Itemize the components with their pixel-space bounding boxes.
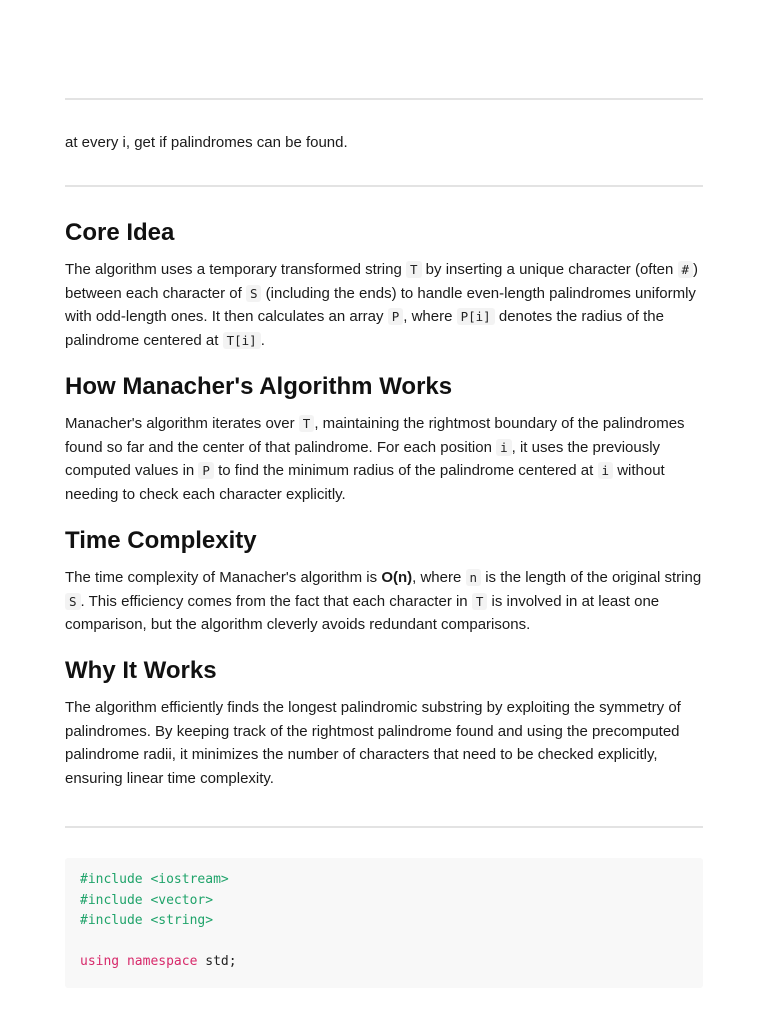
inline-code: P: [198, 462, 214, 479]
text: , where: [412, 569, 466, 586]
inline-code: n: [466, 569, 482, 586]
inline-code: P[i]: [457, 308, 495, 325]
inline-code: P: [388, 308, 404, 325]
section-why-it-works: [65, 656, 703, 790]
text: is involved in at least one comparison, but the algorithm cleverly avoids redundant comparisons.: [65, 592, 660, 633]
text: by inserting a unique character (often: [421, 261, 678, 278]
bold-text: O(n): [381, 569, 413, 586]
inline-code: T: [299, 415, 315, 432]
code-keyword: namespace: [126, 954, 198, 969]
inline-code: T[i]: [223, 332, 261, 349]
code-block[interactable]: [65, 858, 703, 988]
code-preprocessor: #include: [80, 892, 143, 908]
text: denotes the radius of the palindrome centered at: [65, 308, 664, 349]
section-how-it-works: [65, 372, 703, 506]
code-header: <vector>: [150, 892, 214, 908]
text: to find the minimum radius of the palindrome centered at: [213, 462, 598, 479]
code-preprocessor: #include: [80, 872, 143, 887]
divider-top: [65, 98, 703, 100]
text: , it uses the previously computed values in: [65, 438, 661, 479]
section-time-complexity: [65, 526, 703, 637]
inline-code: T: [472, 593, 488, 610]
text: .: [260, 331, 265, 349]
code-keyword: using: [80, 954, 120, 969]
code-content: [65, 858, 703, 985]
heading-how-it-works: How Manacher's Algorithm Works: [65, 373, 453, 400]
text: The algorithm uses a temporary transformed string: [65, 261, 406, 278]
code-identifier: std;: [205, 954, 237, 969]
heading-why-it-works: Why It Works: [65, 657, 217, 684]
text: , maintaining the rightmost boundary of the palindromes found so far and the center of that palindrome. For each position: [65, 415, 685, 456]
text: (including the ends) to handle even-length palindromes uniformly with odd-length ones. It then calculates an array: [65, 284, 696, 325]
inline-code: T: [406, 261, 422, 278]
text: ) between each character of: [65, 261, 699, 302]
paragraph-time-complexity: [65, 566, 703, 637]
inline-code: #: [678, 261, 694, 278]
inline-code: i: [598, 462, 614, 479]
text: . This efficiency comes from the fact that each character in: [80, 592, 472, 610]
text: , where: [403, 308, 457, 325]
text: The time complexity of Manacher's algorithm is: [65, 569, 382, 586]
inline-code: S: [65, 593, 81, 610]
paragraph-why-it-works: The algorithm efficiently finds the longest palindromic substring by exploiting the symmetry of palindromes. By keeping track of the rightmost palindrome found and using the precomputed palindrome radii, it minimizes the number of characters that need to be checked explicitly, ensuring linear time complexity.: [65, 699, 681, 787]
heading-core-idea: Core Idea: [65, 219, 175, 246]
divider-before-code: [65, 826, 703, 828]
code-header: <iostream>: [150, 872, 229, 887]
divider-intro: [65, 185, 703, 187]
paragraph-core-idea: [65, 258, 703, 352]
text: without needing to check each character explicitly.: [65, 462, 665, 503]
intro-text: at every i, get if palindromes can be found.: [65, 134, 348, 151]
section-core-idea: [65, 218, 703, 352]
inline-code: i: [496, 439, 512, 456]
text: Manacher's algorithm iterates over: [65, 415, 299, 432]
text: is the length of the original string: [481, 569, 702, 586]
inline-code: S: [246, 285, 262, 302]
paragraph-how-it-works: [65, 412, 703, 506]
heading-time-complexity: Time Complexity: [65, 527, 257, 554]
code-header: <string>: [150, 913, 214, 928]
code-preprocessor: #include: [80, 913, 143, 928]
